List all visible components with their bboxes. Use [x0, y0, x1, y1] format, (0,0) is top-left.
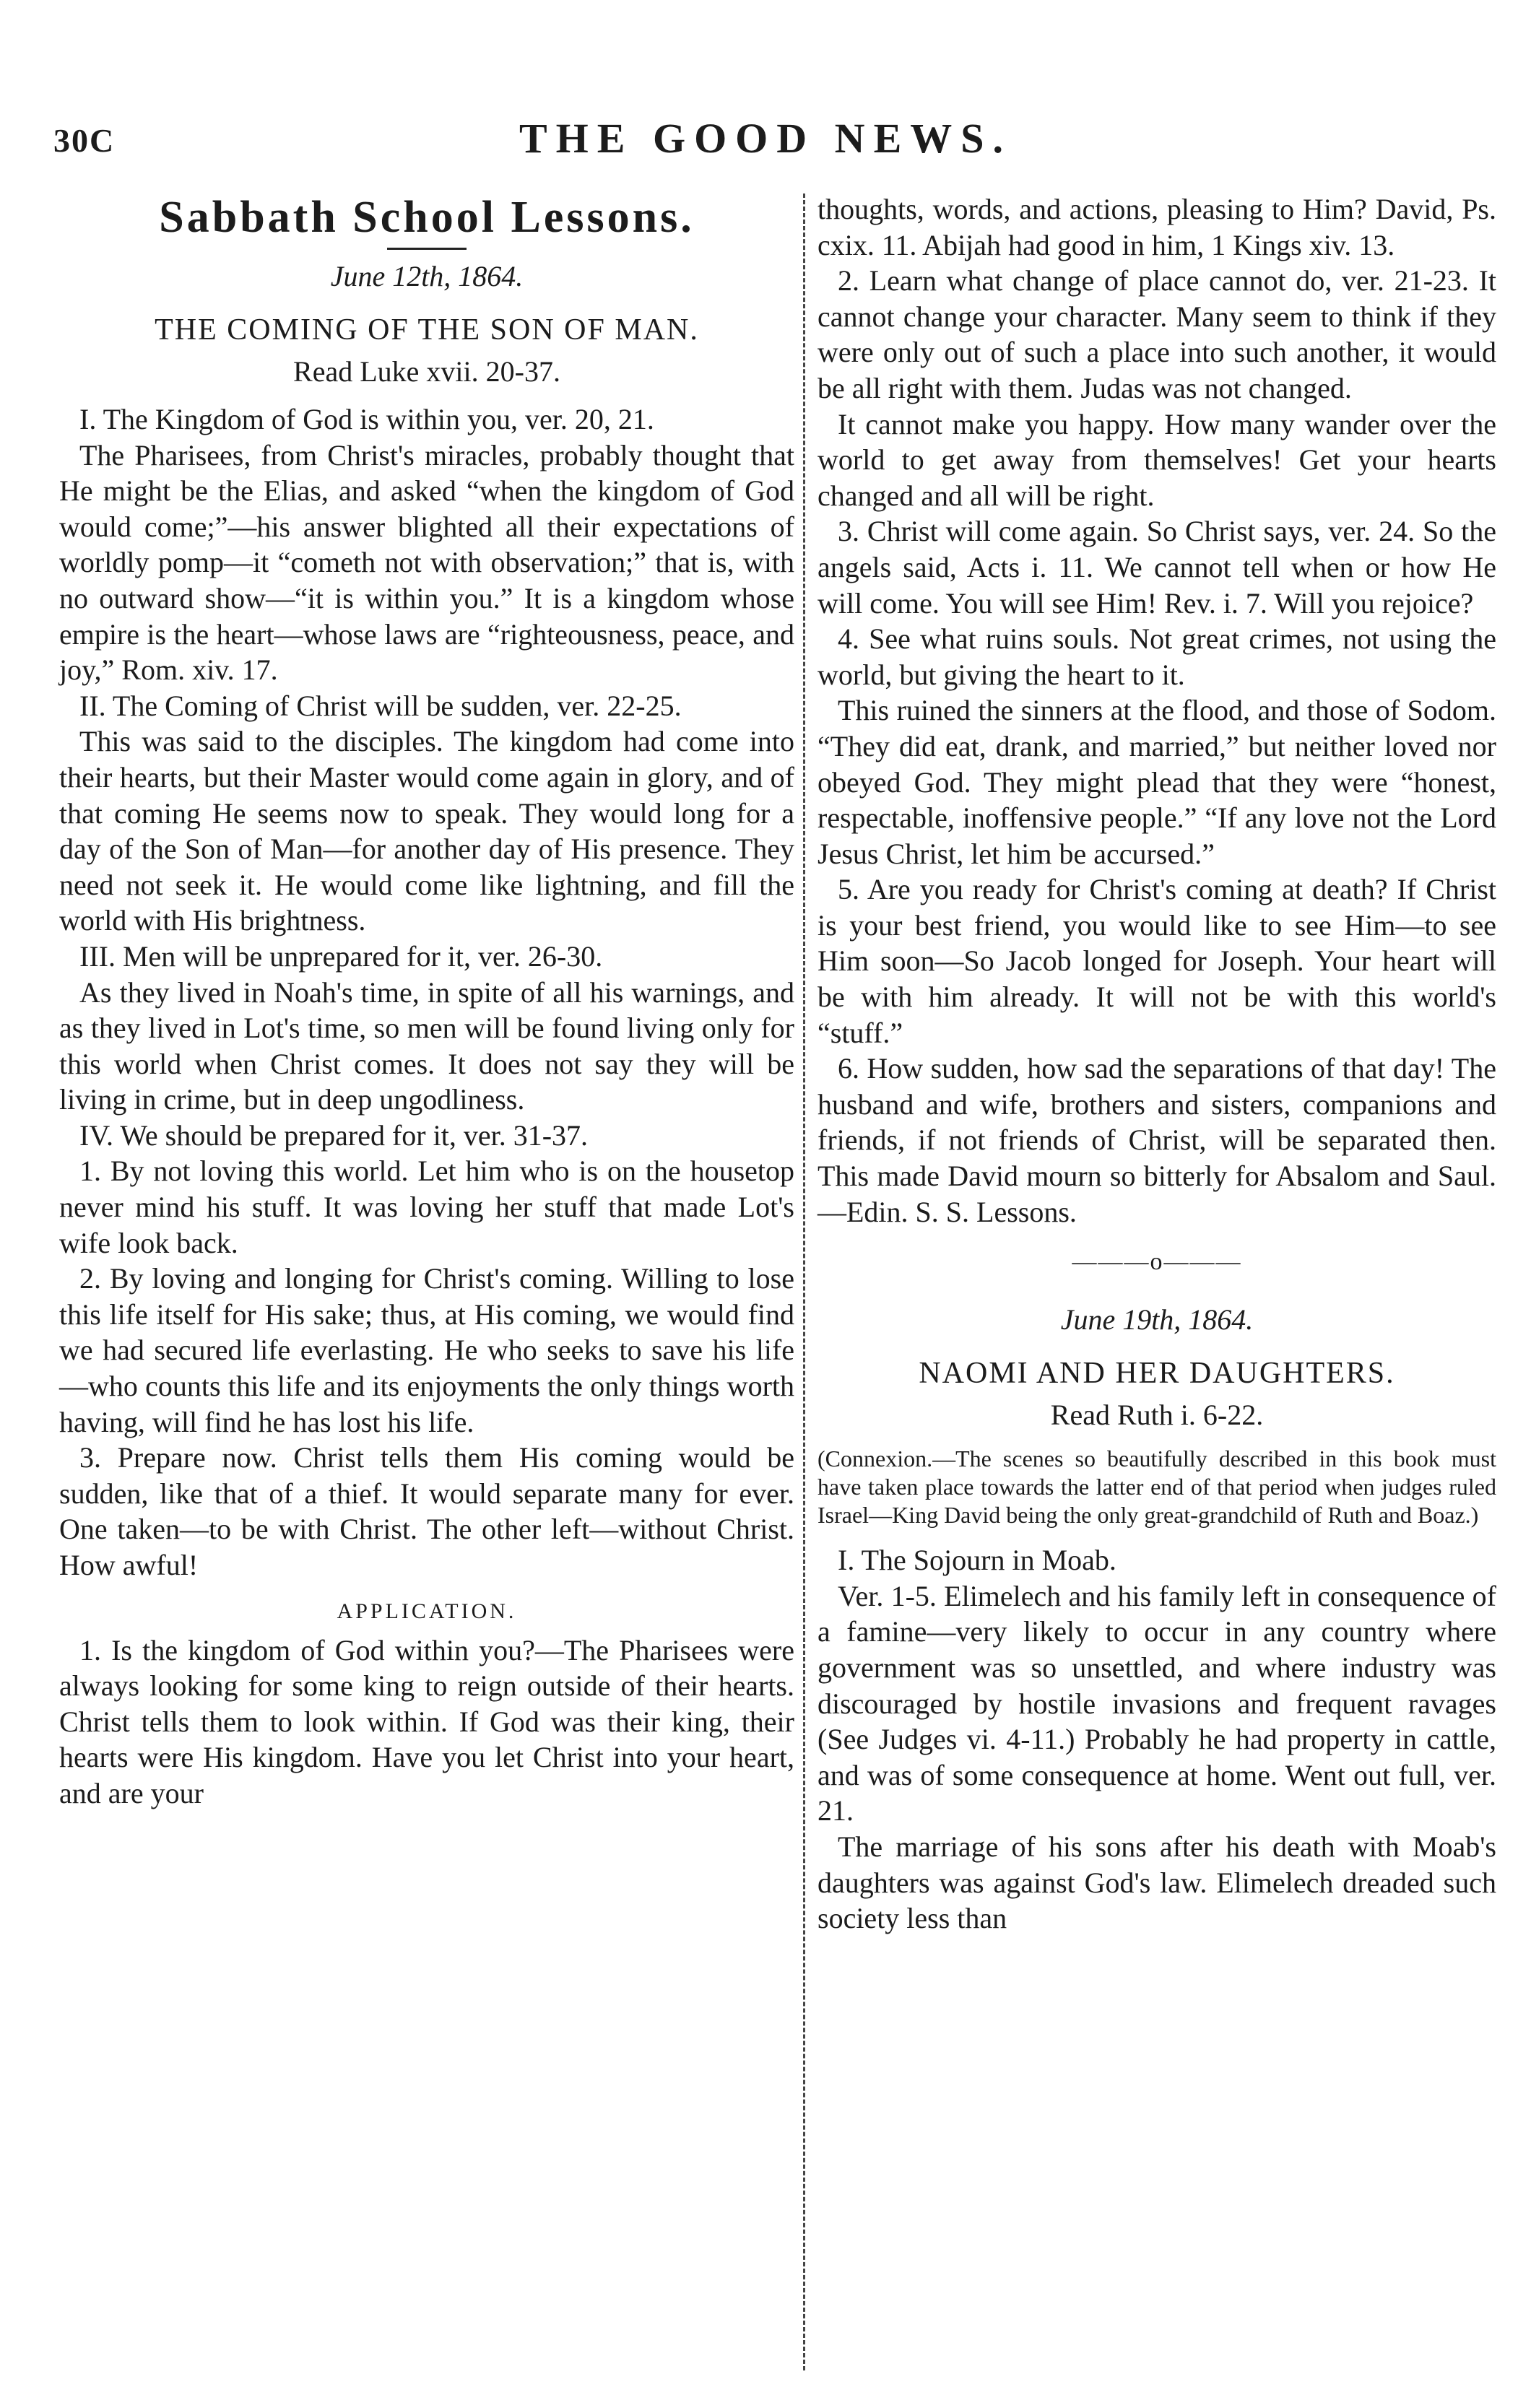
right-column [817, 191, 1496, 1937]
lesson-paragraph: 3. Prepare now. Christ tells them His coming would be sudden, like that of a thief. It would separate many for ever. One taken—to be with Christ. The other left—without Christ. How awful! [59, 1441, 794, 1581]
lesson-paragraph: 2. By loving and longing for Christ's coming. Willing to lose this life itself for His sake; thus, at His coming, we would find we had secured life everlasting. He who seeks to save his life—who counts this life and its enjoyments the only things worth having, will find he has lost his life. [59, 1262, 794, 1438]
section-ornament: ———o——— [1072, 1248, 1242, 1276]
connexion-note: (Connexion.—The scenes so beautifully described in this book must have taken place towards the latter end of that period when judges ruled Israel—King David being the only great-grandchild of Ruth and Boaz.) [817, 1446, 1496, 1529]
lesson-point-heading: II. The Coming of Christ will be sudden, ver. 22-25. [79, 689, 682, 722]
scripture-reading-2: Read Ruth i. 6-22. [1050, 1399, 1264, 1432]
lesson-paragraph: This ruined the sinners at the flood, and those of Sodom. “They did eat, drank, and married,” but neither loved nor obeyed God. They might plead that they were “honest, respectable, inoffensive people.” “If any love not the Lord Jesus Christ, let him be accursed.” [817, 694, 1496, 870]
lesson-paragraph: 4. See what ruins souls. Not great crimes, not using the world, but giving the heart to it. [817, 622, 1496, 691]
lesson-point-heading: I. The Kingdom of God is within you, ver. 20, 21. [79, 403, 654, 435]
lesson-date-2: June 19th, 1864. [1060, 1303, 1254, 1336]
lesson-paragraph: It cannot make you happy. How many wander over the world to get away from themselves! Get your hearts changed and all will be right. [817, 407, 1496, 512]
scripture-reading: Read Luke xvii. 20-37. [293, 355, 560, 388]
lesson-title-2: NAOMI AND HER DAUGHTERS. [919, 1357, 1395, 1391]
continued-paragraph: thoughts, words, and actions, pleasing to Him? David, Ps. cxix. 11. Abijah had good in him, 1 Kings xiv. 13. [817, 193, 1496, 261]
lesson-paragraph: The marriage of his sons after his death with Moab's daughters was against God's law. Elimelech dreaded such society less than [817, 1830, 1496, 1935]
heading-rule [387, 248, 467, 250]
periodical-title: THE GOOD NEWS. [519, 115, 1012, 162]
lesson-paragraph: 1. By not loving this world. Let him who is on the housetop never mind his stuff. It was loving her stuff that made Lot's wife look back. [59, 1155, 794, 1259]
page-number: 30C [53, 122, 116, 159]
lesson-paragraph: As they lived in Noah's time, in spite of all his warnings, and as they lived in Lot's time, so men will be found living only for this world when Christ comes. It does not say they will be living in crime, but in deep ungodliness. [59, 975, 794, 1116]
lesson-point-heading: III. Men will be unprepared for it, ver. 26-30. [79, 939, 603, 973]
section-heading: Sabbath School Lessons. [159, 193, 695, 242]
application-heading: APPLICATION. [337, 1599, 517, 1623]
lesson-date: June 12th, 1864. [330, 260, 524, 292]
lesson-point-heading: IV. We should be prepared for it, ver. 31-37. [79, 1118, 589, 1152]
lesson-paragraph: The Pharisees, from Christ's miracles, probably thought that He might be the Elias, and asked “when the kingdom of God would come;”—his answer blighted all their expectations of worldly pomp—it “cometh not with observation;” that is, with no outward show—“it is within you.” It is a kingdom whose empire is the heart—whose laws are “righteousness, peace, and joy,” Rom. xiv. 17. [59, 438, 794, 687]
lesson-paragraph: 6. How sudden, how sad the separations of that day! The husband and wife, brothers and sisters, companions and friends, if not friends of Christ, will be separated then. This made David mourn so bitterly for Absalom and Saul.—Edin. S. S. Lessons. [817, 1052, 1496, 1228]
lesson-paragraph: 2. Learn what change of place cannot do, ver. 21-23. It cannot change your character. Many seem to think if they were only out of such a place into such another, it would be all right with them. Judas was not changed. [817, 264, 1496, 404]
column-divider [803, 194, 805, 2370]
sojourn-heading: I. The Sojourn in Moab. [838, 1544, 1116, 1577]
left-column [59, 191, 794, 1812]
lesson-paragraph: 3. Christ will come again. So Christ says, ver. 24. So the angels said, Acts i. 11. We cannot tell when or how He will come. You will see Him! Rev. i. 7. Will you rejoice? [817, 515, 1496, 620]
lesson-title: THE COMING OF THE SON OF MAN. [155, 313, 699, 347]
lesson-paragraph: Ver. 1-5. Elimelech and his family left in consequence of a famine—very likely to occur in any country where government was so unsettled, and where industry was discouraged by hostile invasions and frequent ravages (See Judges vi. 4-11.) Probably he had property in cattle, and was of some consequence at home. Went out full, ver. 21. [817, 1579, 1496, 1827]
lesson-paragraph: 5. Are you ready for Christ's coming at death? If Christ is your best friend, you would like to see Him—to see Him soon—So Jacob longed for Joseph. Your heart will be with him already. It will not be with this world's “stuff.” [817, 873, 1496, 1049]
lesson-paragraph: This was said to the disciples. The kingdom had come into their hearts, but their Master would come again in glory, and of that coming He seems now to speak. They would long for a day of the Son of Man—for another day of His presence. They need not seek it. He would come like lightning, and fill the world with His brightness. [59, 725, 794, 937]
application-paragraph: 1. Is the kingdom of God within you?—The Pharisees were always looking for some king to reign outside of their hearts. Christ tells them to look within. If God was their king, their hearts were His kingdom. Have you let Christ into your heart, and are your [59, 1633, 794, 1809]
